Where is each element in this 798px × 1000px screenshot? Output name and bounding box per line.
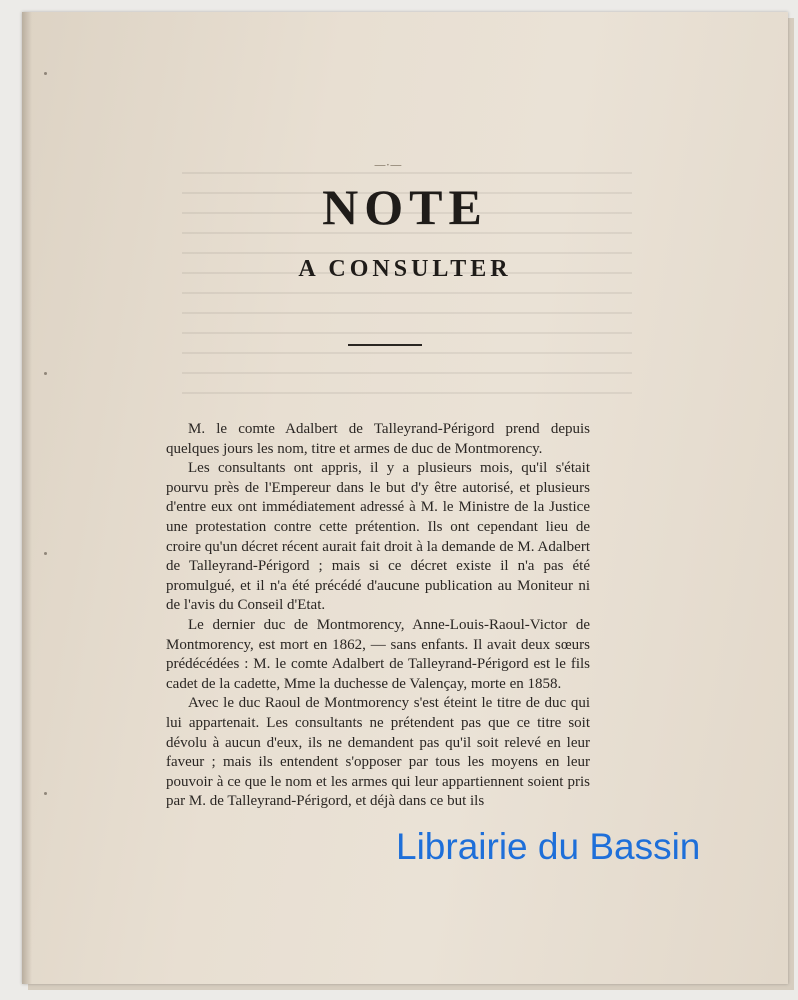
body-text <box>166 420 590 812</box>
document-title: NOTE <box>322 179 488 235</box>
binding-hole <box>44 72 47 75</box>
paragraph: Avec le duc Raoul de Montmorency s'est éteint le titre de duc qui lui appartenait. Les consultants ne prétendent pas que ce titre soit dévolu à aucun d'eux, ils ne demandent pas qu'il soit relevé en leur faveur ; mais ils entendent s'opposer par tous les moyens en leur pouvoir à ce que le nom et les armes qui leur appartiennent soient pris par M. de Talleyrand-Périgord, et déjà dans ce but ils <box>166 695 590 810</box>
document-subtitle: A CONSULTER <box>298 256 512 282</box>
binding-hole <box>44 552 47 555</box>
binding-hole <box>44 792 47 795</box>
binding-hole <box>44 372 47 375</box>
paragraph: Le dernier duc de Montmorency, Anne-Louis-Raoul-Victor de Montmorency, est mort en 1862, — sans enfants. Il avait deux sœurs prédécédées : M. le comte Adalbert de Talleyrand-Périgord est le fils cadet de la cadette, Mme la duchesse de Valençay, morte en 1858. <box>166 616 590 692</box>
top-ornament: —·— <box>374 158 402 172</box>
paragraph: Les consultants ont appris, il y a plusieurs mois, qu'il s'était pourvu près de l'Empereur dans le but d'y être autorisé, et plusieurs d'entre eux ont immédiatement adressé à M. le Ministre de la Justice une protestation contre cette prétention. Ils ont cependant lieu de croire qu'un décret récent aurait fait droit à la demande de M. Adalbert de Talleyrand-Périgord ; mais si ce décret existe il n'a pas été promulgué, et il n'a été précédé d'aucune publication au Moniteur ni de l'avis du Conseil d'Etat. <box>166 460 590 614</box>
page-edge-shadow <box>22 12 32 984</box>
title-divider <box>348 344 422 346</box>
paragraph: M. le comte Adalbert de Talleyrand-Périgord prend depuis quelques jours les nom, titre et armes de duc de Montmorency. <box>166 421 590 457</box>
bookseller-watermark: Librairie du Bassin <box>396 826 701 867</box>
